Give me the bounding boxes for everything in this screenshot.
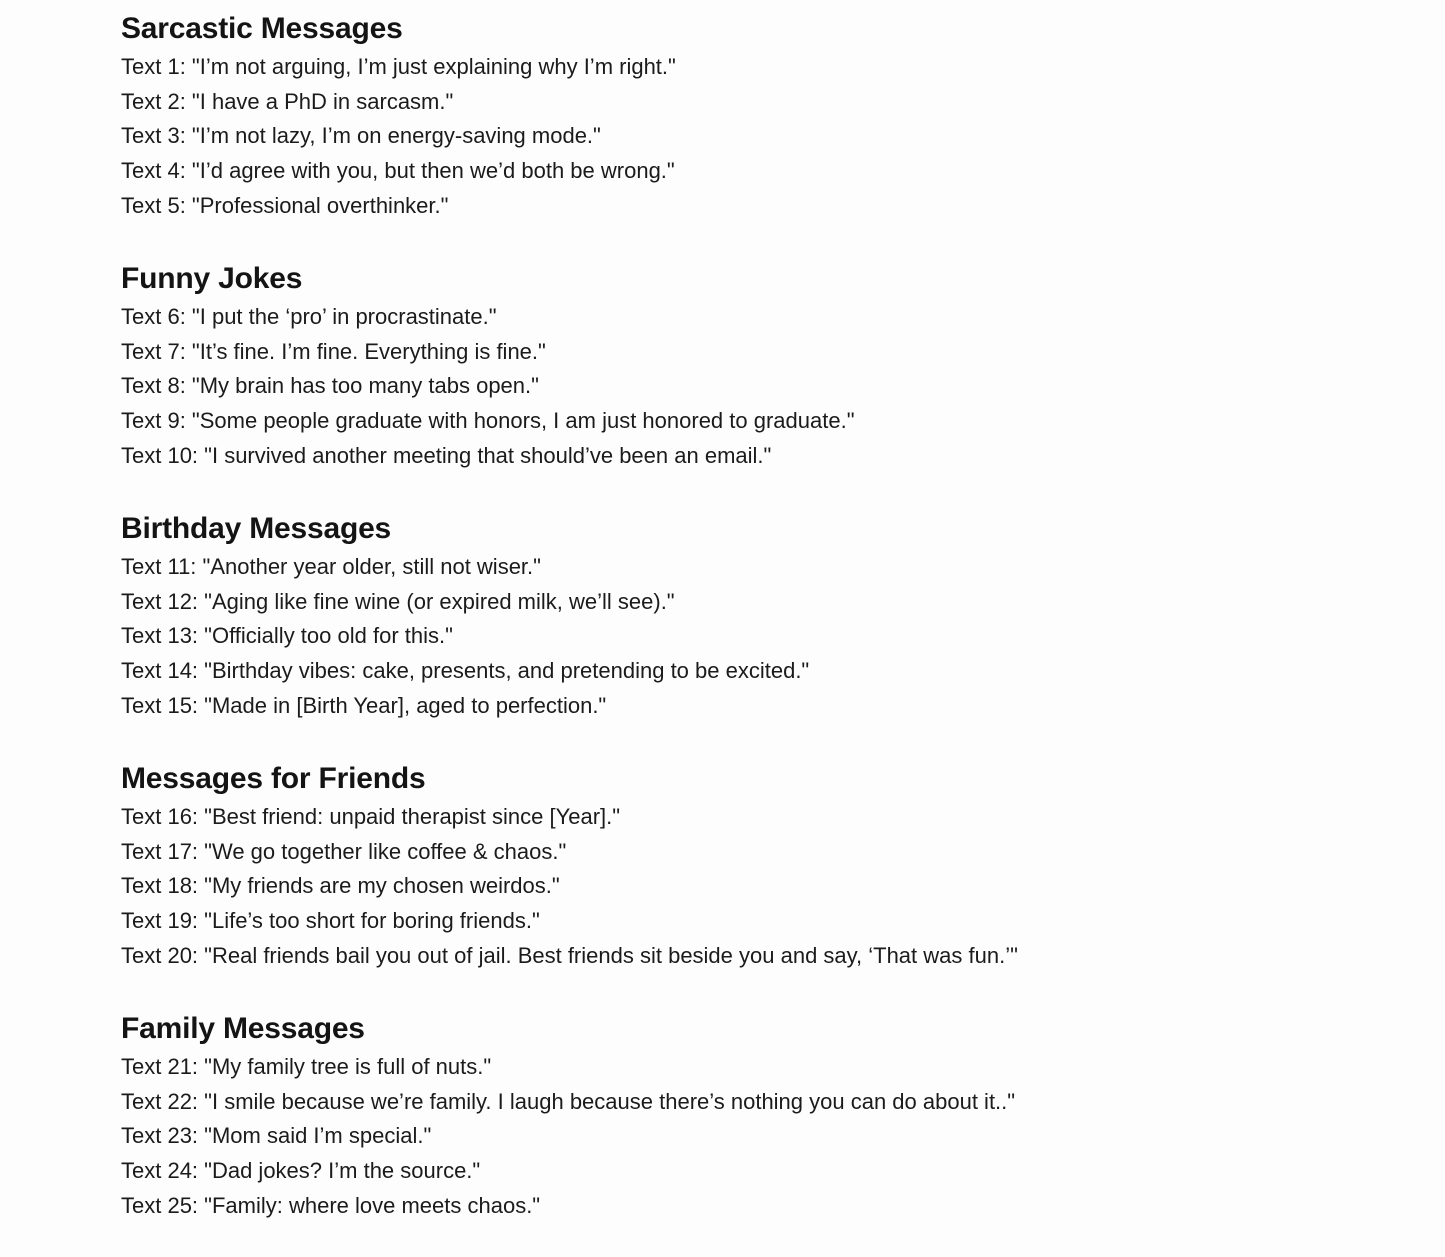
text-line: Text 14: "Birthday vibes: cake, presents, and pretending to be excited." (121, 658, 810, 684)
text-line: Text 12: "Aging like fine wine (or expired milk, we’ll see)." (121, 588, 675, 614)
text-line: Text 22: "I smile because we’re family. I laugh because there’s nothing you can do about it.." (121, 1088, 1016, 1114)
text-line: Text 25: "Family: where love meets chaos." (121, 1192, 541, 1218)
text-line: Text 5: "Professional overthinker." (121, 192, 449, 218)
text-line: Text 1: "I’m not arguing, I’m just explaining why I’m right." (121, 54, 676, 79)
section-messages-for-friends (121, 758, 1405, 1008)
section-family-messages (121, 1008, 1405, 1257)
section-title: Funny Jokes (121, 262, 303, 295)
text-line: Text 24: "Dad jokes? I’m the source." (121, 1158, 481, 1184)
text-line: Text 2: "I have a PhD in sarcasm." (121, 88, 454, 114)
text-line: Text 4: "I’d agree with you, but then we’d both be wrong." (121, 158, 675, 184)
text-line: Text 13: "Officially too old for this." (121, 623, 453, 649)
text-line: Text 16: "Best friend: unpaid therapist since [Year]." (121, 804, 621, 829)
section-title: Messages for Friends (121, 762, 426, 795)
text-line: Text 23: "Mom said I’m special." (121, 1123, 432, 1149)
section-title: Birthday Messages (121, 512, 392, 545)
text-line: Text 11: "Another year older, still not wiser." (121, 554, 541, 579)
text-line: Text 10: "I survived another meeting that should’ve been an email." (121, 442, 772, 468)
text-line: Text 20: "Real friends bail you out of jail. Best friends sit beside you and say, ‘That was fun.’" (121, 942, 1018, 968)
section-funny-jokes (121, 258, 1405, 508)
text-line: Text 19: "Life’s too short for boring friends." (121, 908, 540, 934)
section-title: Sarcastic Messages (121, 12, 403, 45)
text-line: Text 9: "Some people graduate with honors, I am just honored to graduate." (121, 408, 855, 434)
section-birthday-messages (121, 508, 1405, 758)
text-line: Text 15: "Made in [Birth Year], aged to perfection." (121, 692, 607, 718)
text-line: Text 7: "It’s fine. I’m fine. Everything is fine." (121, 338, 546, 364)
text-line: Text 6: "I put the ‘pro’ in procrastinate." (121, 304, 497, 329)
text-line: Text 17: "We go together like coffee & chaos." (121, 838, 567, 864)
text-line: Text 21: "My family tree is full of nuts." (121, 1054, 492, 1079)
text-line: Text 8: "My brain has too many tabs open." (121, 373, 539, 399)
section-sarcastic-messages (121, 8, 1405, 258)
text-line: Text 18: "My friends are my chosen weirdos." (121, 873, 560, 899)
section-title: Family Messages (121, 1012, 365, 1045)
text-line: Text 3: "I’m not lazy, I’m on energy-saving mode." (121, 123, 601, 149)
